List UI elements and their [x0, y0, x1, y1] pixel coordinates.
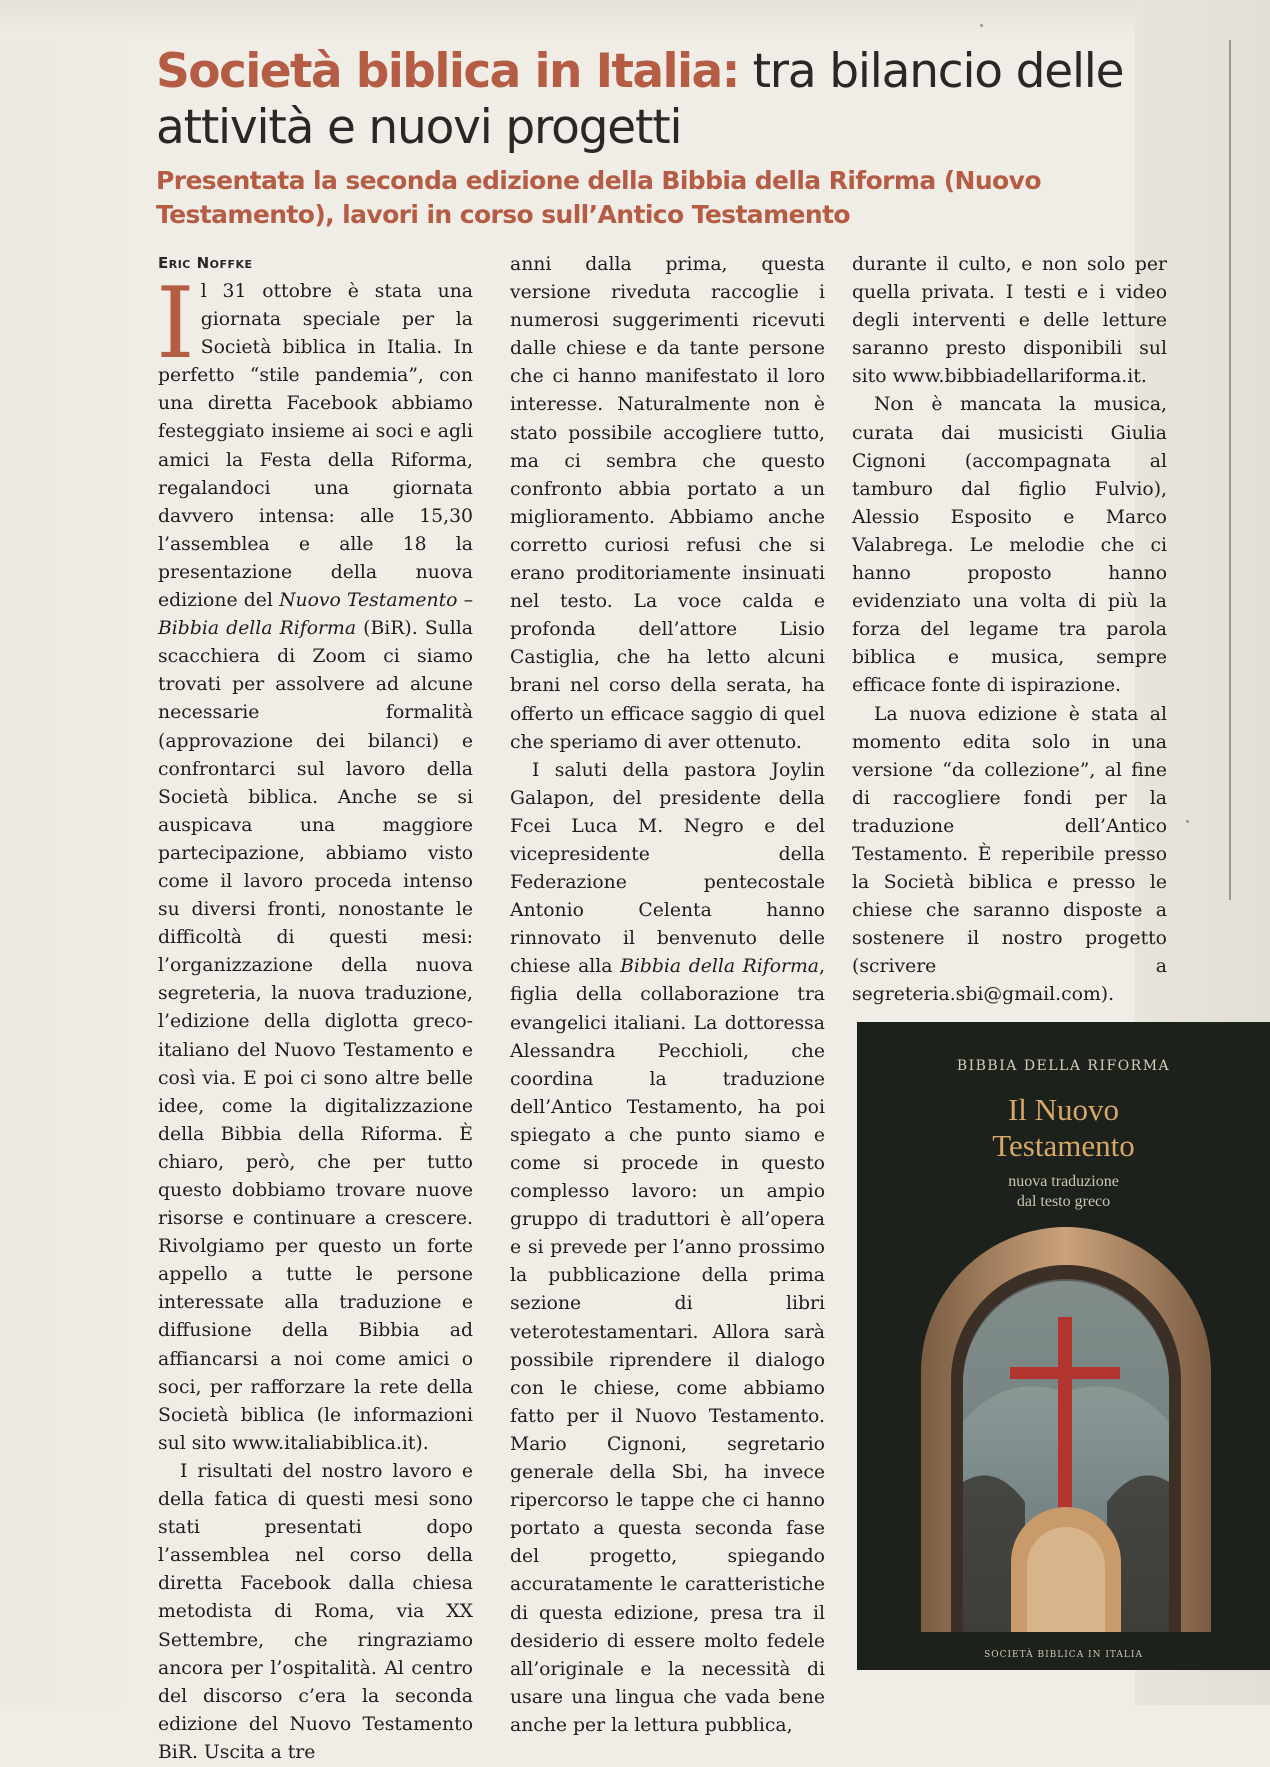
headline	[156, 44, 1166, 156]
paragraph: I risultati del nostro lavoro e della fatica di questi mesi sono stati presentati dopo l’assemblea nel corso della diretta Facebook dalla chiesa metodista di Roma, via XX Settembre, che ringraziamo ancora per l’ospitalità. Al centro del discorso c’era la seconda edizione del Nuovo Testamento BiR. Uscita a tre	[158, 1460, 473, 1763]
book-title-italic: Bibbia della Riforma	[620, 956, 820, 978]
book-title	[857, 1092, 1270, 1164]
paragraph: La nuova edizione è stata al momento edita solo in una versione “da collezione”, al fine di raccogliere fondi per la traduzione dell’Antico Testamento. È reperibile presso la Società biblica e presso le chiese che saranno disposte a sostenere il nostro progetto (scrivere a segreteria.sbi@gmail.com).	[852, 703, 1167, 1006]
paragraph-text: (BiR). Sulla scacchiera di Zoom ci siamo trovati per assolvere ad alcune necessarie formalità (approvazione dei bilanci) e confrontarci sul lavoro della Società biblica. Anche se si auspicava una maggiore partecipazione, abbiamo visto come il lavoro proceda intenso su diversi fronti, nonostante le difficoltà di questi mesi: l’organizzazione della nuova segreteria, la nuova traduzione, l’edizione della diglotta greco-italiano del Nuovo Testamento e così via. E poi ci sono altre belle idee, come la digitalizzazione della Bibbia della Riforma. È chiaro, però, che per tutto questo dobbiamo trovare nuove risorse e continuare a crescere. Rivolgiamo per questo un forte appello a tutte le persone interessate alla traduzione e diffusione della Bibbia ad affiancarsi a noi come amici o soci, per rafforzare la rete della Società biblica (le informazioni sul sito www.italiabiblica.it).	[158, 618, 473, 1454]
paragraph-text: , figlia della collaborazione tra evangelici italiani. La dottoressa Alessandra Pecchioli, che coordina la traduzione dell’Antico Testamento, ha poi spiegato a che punto siamo e come si procede in questo complesso lavoro: un ampio gruppo di traduttori è all’opera e si prevede per l’anno prossimo la pubblicazione della prima sezione di libri veterotestamentari. Allora sarà possibile riprendere il dialogo con le chiese, come abbiamo fatto per il Nuovo Testamento. Mario Cignoni, segretario generale della Sbi, ha invece ripercorso le tappe che ci hanno portato a questa seconda fase del progetto, spiegando accuratamente le caratteristiche di questa edizione, presa tra il desiderio di essere molto fedele all’originale e la necessità di usare una lingua che vada bene anche per la lettura pubblica,	[510, 956, 825, 1736]
paragraph: anni dalla prima, questa versione riveduta raccoglie i numerosi suggerimenti ricevuti dalle chiese e da tante persone che ci hanno manifestato il loro interesse. Naturalmente non è stato possibile accogliere tutto, ma ci sembra che questo confronto abbia portato a un miglioramento. Abbiamo anche corretto curiosi refusi che si erano proditoriamente insinuati nel testo. La voce calda e profonda dell’attore Lisio Castiglia, che ha letto alcuni brani nel corso della serata, ha offerto un efficace saggio di quel che speriamo di aver ottenuto.	[510, 254, 825, 753]
paragraph	[510, 757, 825, 1740]
paragraph: Non è mancata la musica, curata dai musicisti Giulia Cignoni (accompagnata al tamburo dal figlio Fulvio), Alessio Esposito e Marco Valabrega. Le melodie che ci hanno proposto hanno evidenziato una volta di più la forza del legame tra parola biblica e musica, sempre efficace fonte di ispirazione.	[852, 394, 1167, 697]
book-title-italic: Nuovo Testamento – Bibbia della Riforma	[158, 590, 473, 640]
book-subtitle	[857, 1172, 1270, 1212]
paragraph-text: I saluti della pastora Joylin Galapon, del presidente della Fcei Luca M. Negro e del vicepresidente della Federazione pentecostale Antonio Celenta hanno rinnovato il benvenuto delle chiese alla	[510, 759, 825, 978]
cross-horizontal	[1010, 1367, 1120, 1379]
paragraph-text: l 31 ottobre è stata una giornata speciale per la Società biblica in Italia. In perfetto “stile pandemia”, con una diretta Facebook abbiamo festeggiato insieme ai soci e agli amici la Festa della Riforma, regalandoci una giornata davvero intensa: alle 15,30 l’assemblea e alle 18 la presentazione della nuova edizione del	[158, 281, 473, 612]
book-title-line: Testamento	[992, 1128, 1135, 1163]
article-column-1	[158, 252, 473, 1767]
book-publisher: SOCIETÀ BIBLICA IN ITALIA	[984, 1650, 1143, 1660]
book-cover-image	[857, 1022, 1270, 1670]
inner-arch-light	[1027, 1527, 1105, 1632]
cross-vertical	[1058, 1317, 1072, 1537]
headline-accent: Società biblica in Italia:	[156, 44, 739, 99]
paragraph	[156, 267, 473, 1458]
book-title-line: Il Nuovo	[1007, 1092, 1120, 1127]
article-column-3	[852, 251, 1167, 1010]
article-column-2	[510, 251, 825, 1740]
arch-window-illustration	[915, 1222, 1217, 1632]
book-subtitle-line: dal testo greco	[1016, 1193, 1111, 1210]
subheadline: Presentata la seconda edizione della Bibbia della Riforma (Nuovo Testamento), lavori in corso sull’Antico Testamento	[156, 166, 1041, 229]
book-subtitle-line: nuova traduzione	[1008, 1173, 1119, 1190]
paragraph: durante il culto, e non solo per quella privata. I testi e i video degli interventi e delle letture saranno presto disponibili sul sito www.bibbiadellariforma.it.	[852, 254, 1167, 388]
book-series: BIBBIA DELLA RIFORMA	[956, 1058, 1171, 1074]
byline: Eric Noffke	[158, 254, 253, 272]
drop-cap: I	[156, 267, 195, 381]
headline-rest: tra bilancio delle attività e nuovi progetti	[156, 44, 1124, 155]
